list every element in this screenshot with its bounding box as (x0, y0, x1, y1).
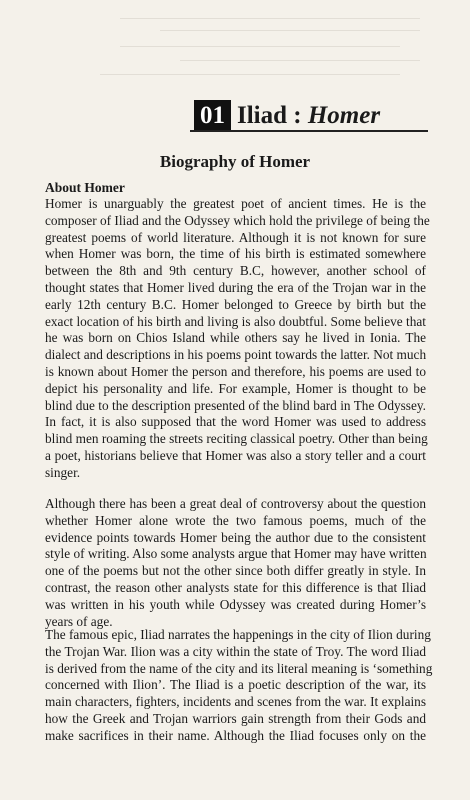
text-line: is known about Homer the person and therefore, his poems are used to (45, 363, 426, 379)
text-line: Homer is unarguably the greatest poet of ancient times. He is the (45, 196, 426, 211)
text-line: whether Homer alone wrote the two famous poems, much of the (45, 512, 426, 528)
text-line: dialect and descriptions in his poems point towards the latter. Not much (45, 347, 427, 363)
text-line: Although there has been a great deal of controversy about the question (45, 496, 426, 511)
text-line: evidence points towards Homer being the author due to the consistent (45, 529, 426, 545)
text-line: concerned with Ilion’. The Iliad is a poetic description of the war, its (45, 677, 426, 693)
text-line: how the Greek and Trojan warriors gain strength from their Gods and (45, 710, 426, 726)
bleed-through-line (160, 30, 420, 31)
bleed-through-line (120, 46, 400, 47)
chapter-author-text: Homer (307, 102, 381, 129)
text-line: In fact, it is also supposed that the word Homer was used to address (45, 414, 426, 430)
text-line: one of the poems but not the other since both differ greatly in style. In (45, 563, 426, 579)
text-line: blind due to the description presented of the blind bard in The Odyssey. (45, 397, 426, 413)
text-line: depict his personality and life. For example, Homer is thought to be (45, 380, 426, 396)
text-line: composer of Iliad and the Odyssey which hold the privilege of being the (45, 212, 430, 228)
text-line: style of writing. Also some analysts argue that Homer may have written (45, 546, 427, 562)
paragraph-2 (45, 496, 426, 630)
chapter-heading (194, 99, 380, 131)
paragraph-1 (45, 196, 430, 482)
text-line: was written in his youth while Odyssey was created during Homer’s (45, 596, 426, 612)
chapter-title: Iliad : (237, 102, 302, 129)
text-line: exact location of his birth and living is also doubtful. Some believe that (45, 313, 426, 329)
text-line: make sacrifices in their name. Although the Iliad focuses only on the (45, 727, 426, 743)
text-line: is derived from the name of the city and its literal meaning is ‘something (45, 660, 433, 676)
text-line: singer. (45, 464, 81, 480)
text-line: the Trojan War. Ilion was a city within the state of Troy. The word Iliad (45, 643, 426, 659)
bleed-through-line (120, 18, 420, 19)
chapter-author (302, 100, 380, 131)
text-line: early 12th century B.C. Homer belonged to Greece by birth but the (45, 296, 426, 312)
text-line: main characters, fighters, incidents and scenes from the war. It explains (45, 694, 426, 710)
chapter-underline (190, 130, 428, 132)
bleed-through-line (100, 74, 400, 75)
text-line: years of age. (45, 613, 113, 629)
text-line: The famous epic, Iliad narrates the happenings in the city of Ilion during (45, 627, 431, 642)
paragraph-3 (45, 627, 433, 745)
text-line: between the 8th and 9th century B.C, however, another school of (45, 263, 426, 279)
text-line: when Homer was born, the time of his birth is estimated somewhere (45, 246, 426, 262)
bleed-through-line (180, 60, 420, 61)
text-line: blind men roaming the streets reciting classical poetry. Other than being (45, 431, 428, 447)
section-title: Biography of Homer (159, 152, 311, 171)
sub-heading: About Homer (45, 180, 125, 195)
chapter-number: 01 (194, 100, 231, 131)
text-line: contrast, the reason other analysts state for this difference is that Iliad (45, 579, 426, 595)
text-line: a poet, historians believe that Homer was also a story teller and a court (45, 447, 426, 463)
text-line: he was born on Chios Island while others say he lived in Ionia. The (45, 330, 426, 346)
text-line: thought states that Homer lived during the era of the Trojan war in the (45, 279, 426, 295)
text-line: greatest poems of world literature. Although it is not known for sure (45, 229, 426, 245)
